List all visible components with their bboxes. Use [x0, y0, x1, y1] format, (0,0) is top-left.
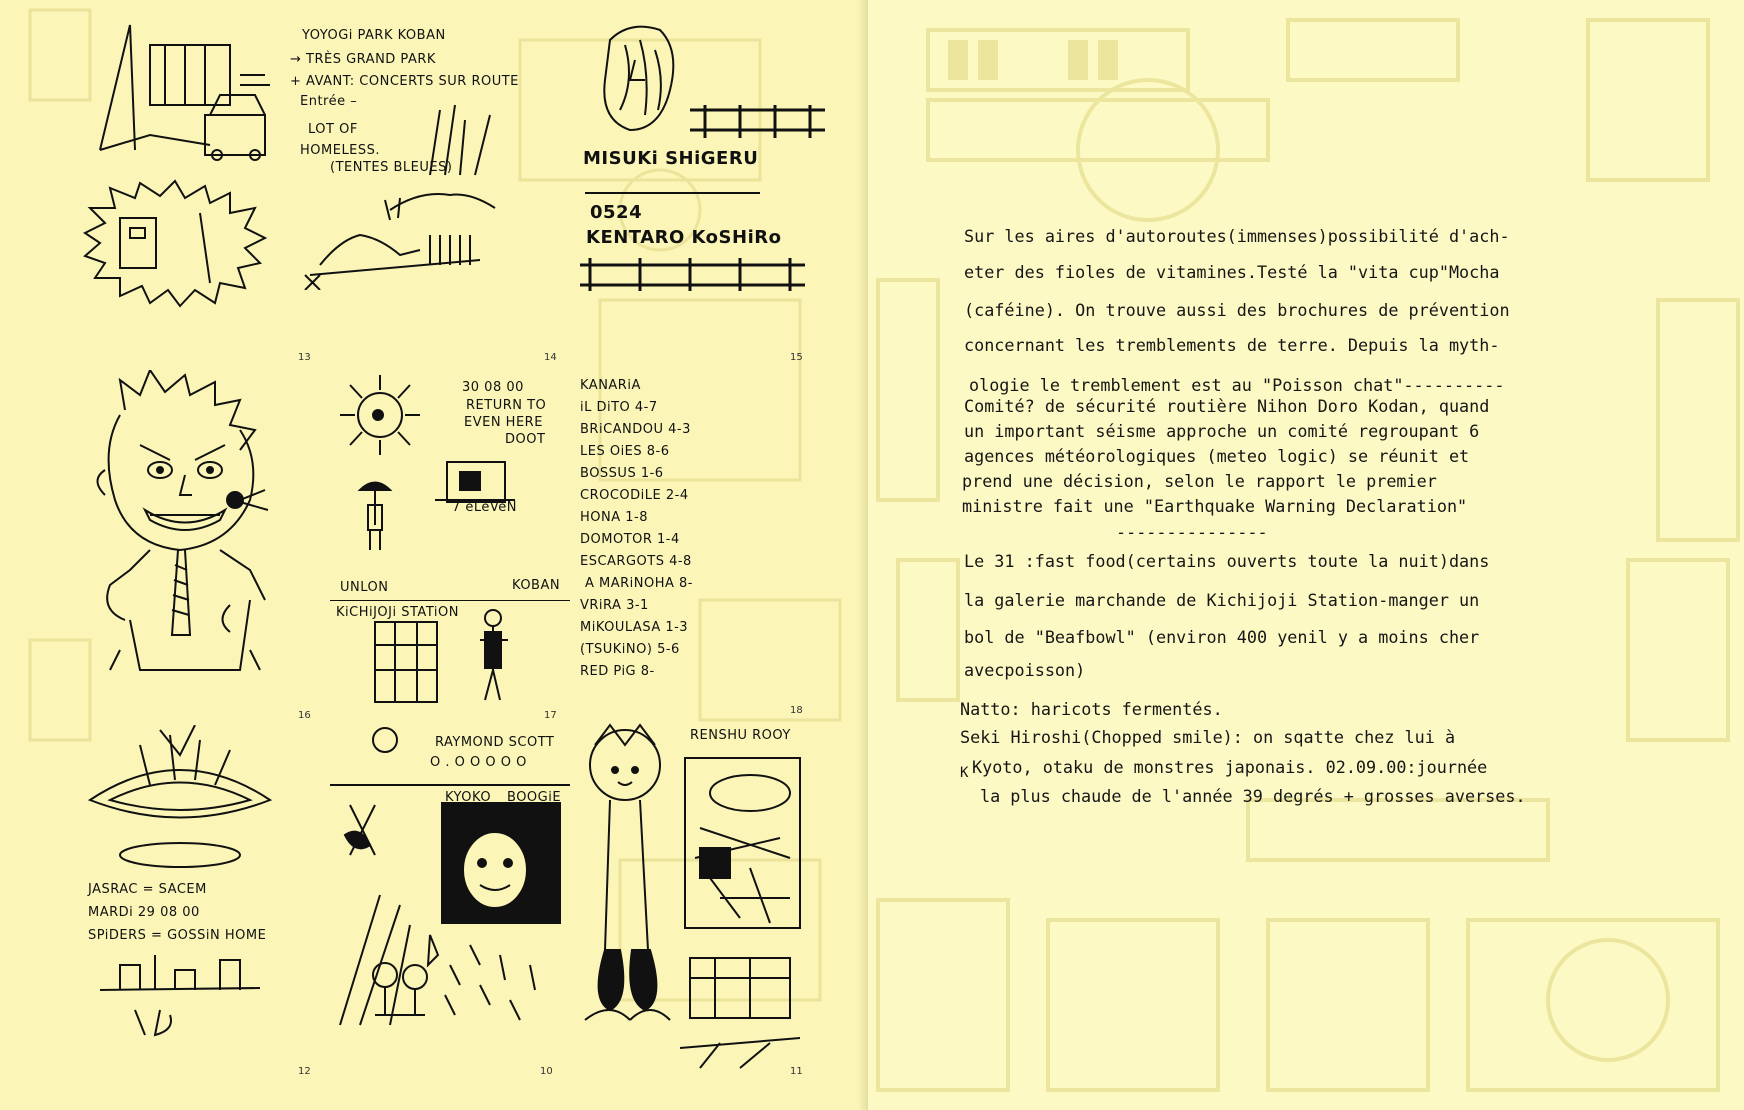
text-line: bol de "Beafbowl" (environ 400 yenil y a moins cher: [964, 627, 1480, 647]
kyoko-label: KYOKO: [445, 790, 492, 805]
return-date: 30 08 00: [462, 380, 524, 395]
skyline-sketch: [100, 950, 280, 1040]
score-line: ESCARGOTS 4-8: [580, 554, 692, 569]
boogie-label: BOOGiE: [507, 790, 562, 805]
text-line: avecpoisson): [964, 660, 1086, 680]
yoyogi-note-2: → TRÈS GRAND PARK: [290, 52, 436, 67]
businessman-caricature: [90, 370, 290, 680]
score-line: BRiCANDOU 4-3: [580, 422, 691, 437]
score-line: HONA 1-8: [580, 510, 648, 525]
text-line: eter des fioles de vitamines.Testé la "vita cup"Mocha: [964, 262, 1500, 282]
underline-1: [585, 188, 765, 198]
koban-label: KOBAN: [512, 578, 561, 593]
page-number: 14: [544, 352, 557, 363]
explosion-eye-sketch: [80, 725, 280, 885]
kentaro-label: KENTARO KoSHiRo: [586, 227, 782, 248]
score-line: BOSSUS 1-6: [580, 466, 664, 481]
text-line: Kyoto, otaku de monstres japonais. 02.09.00:journée: [972, 757, 1488, 777]
return-line-3: DOOT: [505, 432, 546, 447]
yoyogi-note-5: LOT OF: [308, 122, 358, 137]
score-line: iL DiTO 4-7: [580, 400, 658, 415]
page-number: 12: [298, 1066, 311, 1077]
kichijoji-station-sketch: [330, 600, 570, 710]
text-line: prend une décision, selon le rapport le premier: [962, 471, 1437, 491]
page-number: 17: [544, 710, 557, 721]
yoyogi-street-sketch: [90, 15, 300, 175]
grass-sketch: [420, 100, 500, 180]
text-line: un important séisme approche un comité regroupant 6: [964, 421, 1480, 441]
yoyogi-note-6: HOMELESS.: [300, 143, 381, 158]
page-number: 15: [790, 352, 803, 363]
jasrac-note: JASRAC = SACEM: [88, 882, 207, 897]
lion-sun-sketch: [330, 370, 430, 460]
yoyogi-note-7: (TENTES BLEUES): [330, 160, 453, 175]
spiders-note: SPiDERS = GOSSiN HOME: [88, 928, 267, 943]
spiky-burst-sketch: [80, 178, 270, 308]
score-line: CROCODiLE 2-4: [580, 488, 689, 503]
return-line-2: EVEN HERE: [464, 415, 543, 430]
yoyogi-note-1: YOYOGi PARK KOBAN: [302, 28, 446, 43]
score-line: A MARiNOHA 8-: [585, 576, 693, 591]
score-line: DOMOTOR 1-4: [580, 532, 680, 547]
page-number: 13: [298, 352, 311, 363]
yoyogi-note-4: Entrée –: [300, 94, 358, 109]
score-line: RED PiG 8-: [580, 664, 655, 679]
raymond-dots: O . O O O O O: [430, 755, 527, 770]
text-line: Seki Hiroshi(Chopped smile): on sqatte chez lui à: [960, 727, 1456, 747]
page-number: 16: [298, 710, 311, 721]
right-page: [868, 0, 1744, 1110]
raymond-scott-label: RAYMOND SCOTT: [435, 735, 555, 750]
page-number: 10: [540, 1066, 553, 1077]
score-line: (TSUKiNO) 5-6: [580, 642, 680, 657]
fence-sketch-1: [690, 100, 830, 140]
text-line: la galerie marchande de Kichijoji Station-manger un: [964, 590, 1480, 610]
score-line: MiKOULASA 1-3: [580, 620, 689, 635]
girl-sketch: [570, 720, 680, 1030]
fence-sketch-2: [580, 253, 810, 293]
machinery-sketch: [680, 748, 810, 1078]
page-number: 11: [790, 1066, 803, 1077]
renshu-label: RENSHU ROOY: [690, 728, 791, 743]
kichijoji-label: KiCHiJOJi STATiON: [336, 605, 459, 620]
unlon-label: UNLON: [340, 580, 389, 595]
left-page: [0, 0, 868, 1110]
seven-eleven-label: 7 eLeVeN: [452, 500, 518, 515]
score-line: LES OiES 8-6: [580, 444, 670, 459]
page-number: 18: [790, 705, 803, 716]
text-line: Le 31 :fast food(certains ouverts toute la nuit)dans: [964, 551, 1490, 571]
text-line: Comité? de sécurité routière Nihon Doro Kodan, quand: [964, 396, 1490, 416]
mardi-note: MARDi 29 08 00: [88, 905, 200, 920]
text-line: Natto: haricots fermentés.: [960, 699, 1223, 719]
text-line: agences météorologiques (meteo logic) se réunit et: [964, 446, 1470, 466]
text-line: concernant les tremblements de terre. Depuis la myth-: [964, 335, 1500, 355]
text-line: (caféine). On trouve aussi des brochures de prévention: [964, 300, 1510, 320]
kentaro-number: 0524: [590, 202, 643, 223]
text-line: ologie le tremblement est au "Poisson chat"----------: [969, 375, 1505, 395]
text-line: ---------------: [1116, 522, 1268, 542]
k-mark: K: [960, 765, 969, 781]
return-line-1: RETURN TO: [466, 398, 547, 413]
text-line: ministre fait une "Earthquake Warning Declaration": [962, 496, 1468, 516]
text-line: Sur les aires d'autoroutes(immenses)possibilité d'ach-: [964, 226, 1510, 246]
text-line: la plus chaude de l'année 39 degrés + grosses averses.: [980, 786, 1526, 806]
misuki-label: MISUKi SHiGERU: [583, 148, 759, 169]
yoyogi-note-3: + AVANT: CONCERTS SUR ROUTE: [290, 74, 519, 89]
mountains-sketch: [300, 180, 530, 290]
score-line: KANARiA: [580, 378, 641, 393]
score-line: VRiRA 3-1: [580, 598, 649, 613]
music-panel-sketch: [330, 725, 570, 1045]
